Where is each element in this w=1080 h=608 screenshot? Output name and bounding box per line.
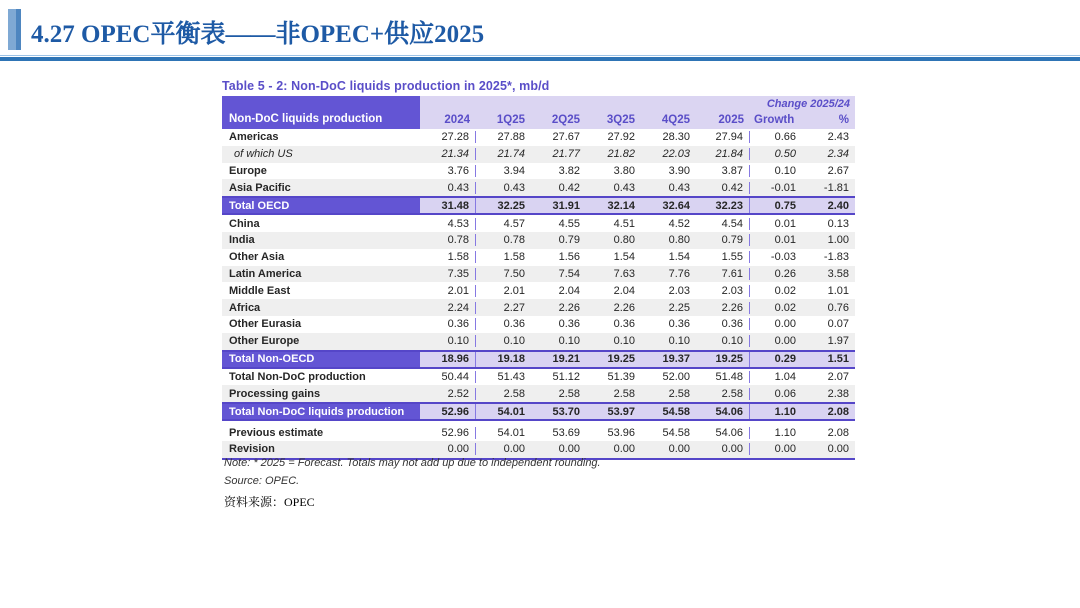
cell: 1.10 — [750, 404, 802, 419]
cell: 27.67 — [552, 131, 580, 144]
cell: 7.61 — [696, 268, 750, 280]
table-row — [222, 146, 855, 163]
cell: 0.26 — [774, 267, 796, 280]
row-label: Africa — [229, 301, 261, 314]
change-group-label: Change 2025/24 — [766, 98, 850, 110]
cell: 0.00 — [827, 443, 849, 456]
cell: 0.00 — [696, 443, 750, 455]
cell: 0.10 — [613, 335, 635, 348]
page-title: 4.27 OPEC平衡表——非OPEC+供应2025 — [31, 21, 485, 48]
cell: 0.43 — [668, 181, 690, 194]
cell: 1.04 — [774, 370, 796, 383]
cell: 3.94 — [503, 164, 525, 177]
cell: 52.96 — [420, 427, 476, 439]
cell: 19.37 — [641, 352, 696, 367]
cell: -1.83 — [823, 251, 849, 264]
cell: -1.81 — [823, 181, 849, 194]
cell: 3.80 — [613, 164, 635, 177]
column-header: 3Q25 — [606, 114, 635, 126]
row-label: Other Asia — [229, 251, 285, 264]
cell: 0.36 — [668, 318, 690, 331]
cell: 19.25 — [586, 352, 641, 367]
cell: 2.04 — [558, 284, 580, 297]
cell: 2.58 — [696, 388, 750, 400]
source-text-cn: 资料来源：OPEC — [224, 495, 315, 509]
cell: 2.67 — [827, 164, 849, 177]
cell: 2.58 — [668, 387, 690, 400]
cell: 2.01 — [503, 284, 525, 297]
cell: 0.80 — [668, 234, 690, 247]
cell: 31.48 — [420, 198, 476, 213]
cell: 27.28 — [420, 131, 476, 143]
row-label: Previous estimate — [229, 426, 324, 439]
cell: 54.06 — [696, 404, 750, 419]
cell: 4.57 — [503, 217, 525, 230]
cell: 2.40 — [802, 198, 855, 213]
table-row — [222, 424, 855, 441]
row-label: Total Non-OECD — [222, 352, 420, 367]
cell: 2.43 — [827, 131, 849, 144]
cell: 0.10 — [774, 164, 796, 177]
cell: 0.36 — [420, 318, 476, 330]
cell: 0.10 — [668, 335, 690, 348]
cell: 2.52 — [420, 388, 476, 400]
cell: 51.12 — [552, 370, 580, 383]
cell: 27.92 — [607, 131, 635, 144]
cell: 54.01 — [497, 426, 525, 439]
cell: 54.58 — [662, 426, 690, 439]
cell: 2.01 — [420, 285, 476, 297]
cell: 21.74 — [497, 148, 525, 161]
cell: 2.26 — [696, 302, 750, 314]
cell: 7.63 — [613, 267, 635, 280]
table-row — [222, 196, 855, 215]
cell: 53.96 — [607, 426, 635, 439]
column-header: 2024 — [444, 114, 470, 126]
table-row — [222, 299, 855, 316]
table-row — [222, 266, 855, 283]
note-text: Note: * 2025 = Forecast. Totals may not add up due to independent rounding. — [224, 457, 601, 469]
cell: 0.02 — [774, 301, 796, 314]
cell: 0.36 — [558, 318, 580, 331]
cell: 2.25 — [668, 301, 690, 314]
table-row — [222, 369, 855, 386]
column-header: % — [838, 114, 849, 126]
table-row — [222, 163, 855, 180]
cell: 4.53 — [420, 218, 476, 230]
table-row — [222, 282, 855, 299]
cell: 32.23 — [696, 198, 750, 213]
cell: 0.79 — [696, 234, 750, 246]
cell: 0.78 — [420, 234, 476, 246]
cell: 0.43 — [613, 181, 635, 194]
cell: 2.38 — [827, 387, 849, 400]
title-divider — [0, 55, 1080, 61]
cell: 0.36 — [696, 318, 750, 330]
data-table — [222, 79, 855, 460]
cell: 1.58 — [420, 251, 476, 263]
cell: -0.01 — [770, 181, 796, 194]
column-header: 1Q25 — [496, 114, 525, 126]
cell: 2.04 — [613, 284, 635, 297]
table-row — [222, 179, 855, 196]
row-label: Other Europe — [229, 335, 300, 348]
cell: 0.76 — [827, 301, 849, 314]
column-header: 4Q25 — [661, 114, 690, 126]
cell: 0.29 — [750, 352, 802, 367]
row-label: Total OECD — [222, 198, 420, 213]
cell: 2.26 — [558, 301, 580, 314]
cell: 0.66 — [774, 131, 796, 144]
table-row — [222, 232, 855, 249]
cell: 27.88 — [497, 131, 525, 144]
cell: 2.03 — [696, 285, 750, 297]
cell: 21.82 — [607, 148, 635, 161]
row-label: Asia Pacific — [229, 181, 291, 194]
cell: 2.03 — [668, 284, 690, 297]
cell: 1.55 — [696, 251, 750, 263]
table-header-columns — [420, 96, 855, 129]
row-label: Latin America — [229, 267, 302, 280]
cell: 3.87 — [696, 165, 750, 177]
cell: 0.00 — [774, 335, 796, 348]
cell: 21.84 — [696, 148, 750, 160]
cell: 1.56 — [558, 251, 580, 264]
cell: 1.97 — [827, 335, 849, 348]
cell: 4.52 — [668, 217, 690, 230]
cell: 2.08 — [802, 404, 855, 419]
cell: 2.24 — [420, 302, 476, 314]
row-label: Processing gains — [229, 387, 321, 400]
cell: 7.76 — [668, 267, 690, 280]
cell: 2.26 — [613, 301, 635, 314]
cell: 0.42 — [696, 182, 750, 194]
cell: 1.58 — [503, 251, 525, 264]
table-body — [222, 129, 855, 458]
cell: 52.96 — [420, 404, 476, 419]
cell: 0.00 — [558, 443, 580, 456]
cell: 19.18 — [476, 352, 531, 367]
cell: 54.01 — [476, 404, 531, 419]
cell: 0.36 — [503, 318, 525, 331]
cell: 50.44 — [420, 371, 476, 383]
cell: 0.42 — [558, 181, 580, 194]
cell: 1.01 — [827, 284, 849, 297]
table-title: Table 5 - 2: Non-DoC liquids production in 2025*, mb/d — [222, 79, 550, 93]
cell: 0.50 — [774, 148, 796, 161]
row-label: China — [229, 217, 260, 230]
row-label: Middle East — [229, 284, 291, 297]
column-header: 2025 — [718, 114, 744, 126]
cell: 0.06 — [774, 387, 796, 400]
cell: 51.39 — [607, 370, 635, 383]
cell: 0.00 — [613, 443, 635, 456]
cell: 0.78 — [503, 234, 525, 247]
cell: -0.03 — [770, 251, 796, 264]
cell: 2.58 — [558, 387, 580, 400]
cell: 7.35 — [420, 268, 476, 280]
cell: 3.90 — [668, 164, 690, 177]
cell: 27.94 — [696, 131, 750, 143]
cell: 2.58 — [613, 387, 635, 400]
table-row — [222, 129, 855, 146]
cell: 0.10 — [696, 335, 750, 347]
column-header: Growth — [754, 114, 795, 126]
column-headers — [420, 111, 855, 129]
row-label: India — [229, 234, 255, 247]
cell: 18.96 — [420, 352, 476, 367]
row-label: Revision — [229, 443, 275, 456]
table-row — [222, 249, 855, 266]
table-row — [222, 333, 855, 350]
row-label: Europe — [229, 164, 267, 177]
cell: 0.43 — [420, 182, 476, 194]
cell: 19.21 — [531, 352, 586, 367]
cell: 2.08 — [827, 426, 849, 439]
cell: 7.50 — [503, 267, 525, 280]
cell: 0.13 — [827, 217, 849, 230]
cell: 2.34 — [827, 148, 849, 161]
cell: 4.51 — [613, 217, 635, 230]
cell: 0.07 — [827, 318, 849, 331]
cell: 0.79 — [558, 234, 580, 247]
cell: 21.77 — [552, 148, 580, 161]
cell: 32.14 — [586, 198, 641, 213]
cell: 2.07 — [827, 370, 849, 383]
table-row — [222, 215, 855, 232]
cell: 54.06 — [696, 427, 750, 439]
cell: 3.58 — [827, 267, 849, 280]
footnotes — [224, 457, 601, 510]
cell: 53.97 — [586, 404, 641, 419]
cell: 28.30 — [662, 131, 690, 144]
table-row — [222, 402, 855, 421]
cell: 1.51 — [802, 352, 855, 367]
slide-header — [0, 0, 1080, 62]
cell: 4.54 — [696, 218, 750, 230]
cell: 0.00 — [774, 443, 796, 456]
row-label: of which US — [234, 148, 293, 161]
cell: 7.54 — [558, 267, 580, 280]
source-text: Source: OPEC. — [224, 475, 300, 487]
column-header: 2Q25 — [551, 114, 580, 126]
cell: 0.00 — [420, 443, 476, 455]
table-row — [222, 385, 855, 402]
cell: 1.54 — [668, 251, 690, 264]
row-label: Other Eurasia — [229, 318, 302, 331]
cell: 53.70 — [531, 404, 586, 419]
cell: 0.01 — [774, 217, 796, 230]
cell: 4.55 — [558, 217, 580, 230]
cell: 3.82 — [558, 164, 580, 177]
cell: 54.58 — [641, 404, 696, 419]
cell: 1.54 — [613, 251, 635, 264]
cell: 1.00 — [827, 234, 849, 247]
cell: 19.25 — [696, 352, 750, 367]
cell: 0.36 — [613, 318, 635, 331]
cell: 32.25 — [476, 198, 531, 213]
cell: 0.43 — [503, 181, 525, 194]
table-header — [222, 96, 855, 129]
cell: 0.10 — [558, 335, 580, 348]
cell: 31.91 — [531, 198, 586, 213]
row-label: Total Non-DoC liquids production — [222, 404, 420, 419]
cell: 0.02 — [774, 284, 796, 297]
cell: 22.03 — [662, 148, 690, 161]
cell: 1.10 — [774, 426, 796, 439]
cell: 0.00 — [774, 318, 796, 331]
cell: 51.43 — [497, 370, 525, 383]
cell: 0.10 — [503, 335, 525, 348]
cell: 0.75 — [750, 198, 802, 213]
cell: 21.34 — [420, 148, 476, 160]
cell: 53.69 — [552, 426, 580, 439]
cell: 32.64 — [641, 198, 696, 213]
cell: 3.76 — [420, 165, 476, 177]
table-row — [222, 350, 855, 369]
cell: 0.00 — [503, 443, 525, 456]
cell: 2.58 — [503, 387, 525, 400]
cell: 52.00 — [662, 370, 690, 383]
cell: 0.80 — [613, 234, 635, 247]
row-label: Total Non-DoC production — [229, 370, 366, 383]
table-row — [222, 441, 855, 458]
cell: 51.48 — [696, 371, 750, 383]
table-row — [222, 316, 855, 333]
row-label: Americas — [229, 131, 279, 144]
accent-square — [8, 9, 21, 50]
cell: 0.00 — [668, 443, 690, 456]
cell: 0.10 — [420, 335, 476, 347]
cell: 2.27 — [503, 301, 525, 314]
table-header-label: Non-DoC liquids production — [222, 96, 420, 129]
cell: 0.01 — [774, 234, 796, 247]
